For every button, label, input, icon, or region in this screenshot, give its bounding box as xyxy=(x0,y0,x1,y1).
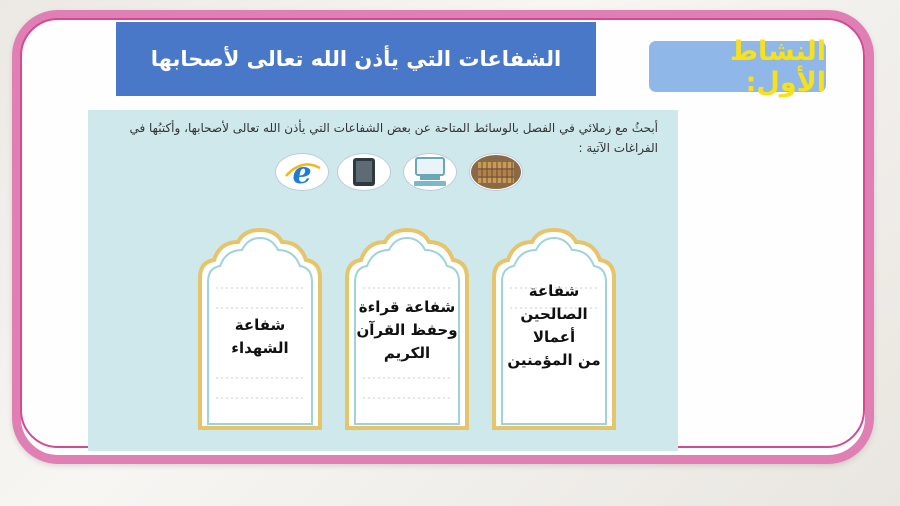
answer-2-line-3: الكريم xyxy=(383,344,431,362)
activity-label: النشاط الأول: xyxy=(729,35,826,98)
page-title: الشفاعات التي يأذن الله تعالى لأصحابها xyxy=(150,47,562,71)
internet-explorer-icon xyxy=(276,154,328,190)
svg-text:e: e xyxy=(292,156,312,190)
answer-2-line-1: شفاعة قراءة xyxy=(358,298,456,316)
computer-icon xyxy=(404,154,456,190)
activity-badge xyxy=(649,35,826,98)
answer-2-line-2: وحفظ القرآن xyxy=(356,321,458,339)
answer-1-line-4: من المؤمنين xyxy=(507,351,601,369)
answer-card-2 xyxy=(341,228,473,430)
answer-card-1 xyxy=(488,228,620,430)
answer-3-line-1: شفاعة xyxy=(234,316,286,334)
answer-1-line-2: الصالحين xyxy=(520,305,588,323)
answer-3-line-2: الشهداء xyxy=(231,339,289,357)
tablet-icon xyxy=(338,154,390,190)
worksheet-panel xyxy=(88,110,678,451)
title-banner xyxy=(114,20,598,98)
library-icon xyxy=(470,154,522,190)
answer-card-3 xyxy=(194,228,326,430)
media-icons xyxy=(276,154,526,194)
instruction-text: أبحثُ مع زملائي في الفصل بالوسائط المتاحة عن بعض الشفاعات التي يأذن الله تعالى لأصحابها، وأكتبُها في الفراغات الآتية : xyxy=(129,121,658,155)
answer-1-line-1: شفاعة xyxy=(528,282,580,300)
answer-1-line-3: أعمالا xyxy=(532,328,576,346)
